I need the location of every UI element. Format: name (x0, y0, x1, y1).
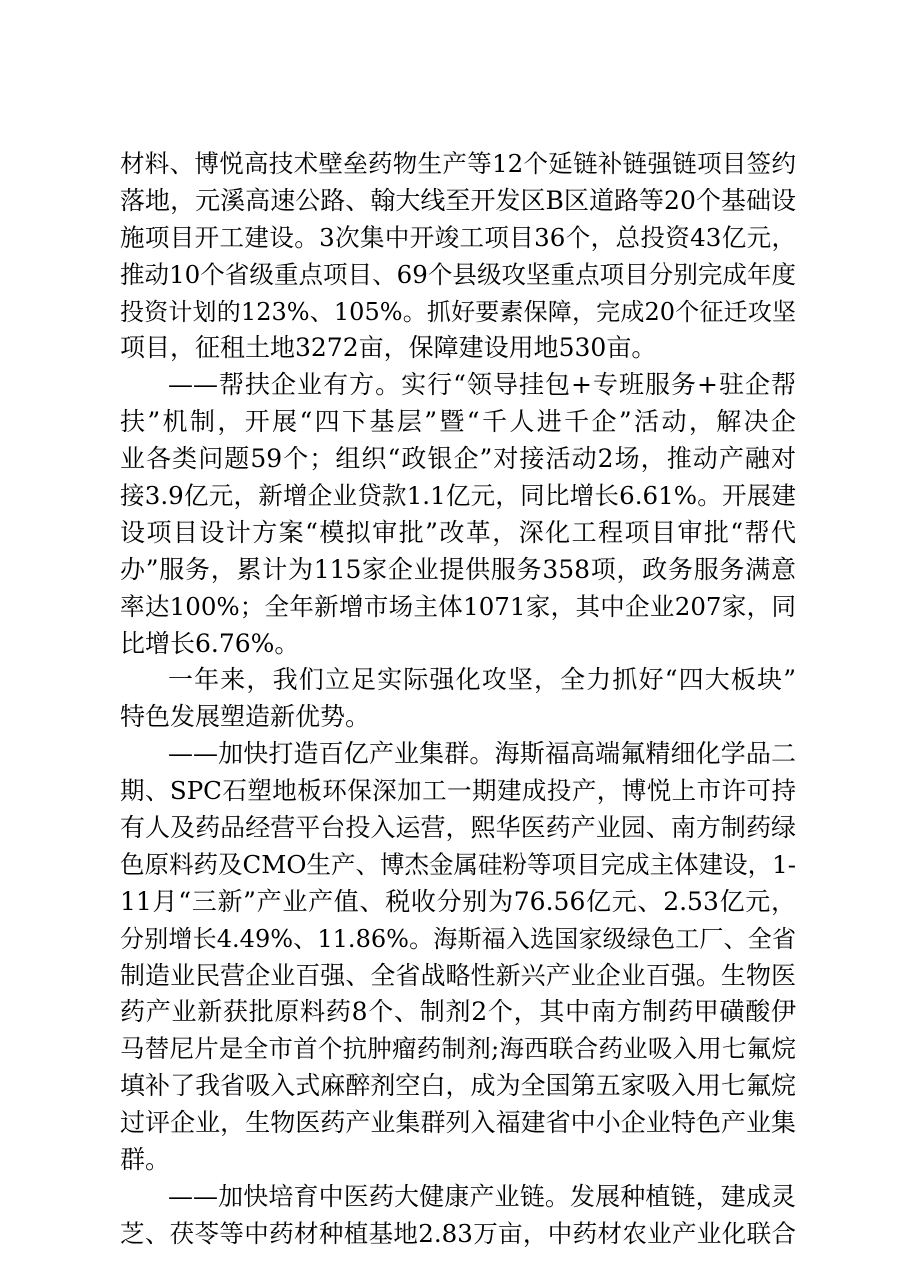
text-line: 办”服务，累计为115家企业提供服务358项，政务服务满意 (120, 554, 796, 584)
text-line: 设项目设计方案“模拟审批”改革，深化工程项目审批“帮代 (120, 517, 796, 547)
text-line: 制造业民营企业百强、全省战略性新兴产业企业百强。生物医 (120, 960, 796, 990)
text-line: 业各类问题59个；组织“政银企”对接活动2场，推动产融对 (120, 444, 796, 474)
text-line: 施项目开工建设。3次集中开竣工项目36个，总投资43亿元， (120, 222, 796, 252)
text-line: 推动10个省级重点项目、69个县级攻坚重点项目分别完成年度 (120, 259, 796, 289)
document-body (120, 146, 796, 1253)
text-line: 有人及药品经营平台投入运营，熙华医药产业园、南方制药绿 (120, 813, 796, 843)
text-line: 接3.9亿元，新增企业贷款1.1亿元，同比增长6.61%。开展建 (120, 481, 796, 511)
text-line: 填补了我省吸入式麻醉剂空白，成为全国第五家吸入用七氟烷 (120, 1071, 796, 1101)
text-line: 扶”机制，开展“四下基层”暨“千人进千企”活动，解决企 (120, 407, 796, 437)
text-line: ——加快打造百亿产业集群。海斯福高端氟精细化学品二 (168, 739, 796, 769)
text-line: 11月“三新”产业产值、税收分别为76.56亿元、2.53亿元， (120, 886, 796, 916)
text-line: 马替尼片是全市首个抗肿瘤药制剂;海西联合药业吸入用七氟烷 (120, 1034, 796, 1064)
text-line: 一年来，我们立足实际强化攻坚，全力抓好“四大板块” (168, 665, 796, 695)
text-line: 材料、博悦高技术壁垒药物生产等12个延链补链强链项目签约 (120, 149, 796, 178)
text-line: 项目，征租土地3272亩，保障建设用地530亩。 (120, 333, 657, 363)
text-line: 比增长6.76%。 (120, 628, 300, 658)
text-line: 芝、茯苓等中药材种植基地2.83万亩，中药材农业产业化联合 (120, 1218, 796, 1248)
text-line: 特色发展塑造新优势。 (120, 702, 371, 732)
text-line: 期、SPC石塑地板环保深加工一期建成投产，博悦上市许可持 (120, 776, 796, 806)
text-line: 药产业新获批原料药8个、制剂2个，其中南方制药甲磺酸伊 (120, 997, 796, 1027)
text-line: 率达100%；全年新增市场主体1071家，其中企业207家，同 (120, 591, 796, 621)
text-line: ——加快培育中医药大健康产业链。发展种植链，建成灵 (168, 1181, 796, 1211)
text-line: 落地，元溪高速公路、翰大线至开发区B区道路等20个基础设 (120, 185, 796, 215)
text-line: 投资计划的123%、105%。抓好要素保障，完成20个征迁攻坚 (120, 297, 796, 326)
text-line: 分别增长4.49%、11.86%。海斯福入选国家级绿色工厂、全省 (120, 924, 796, 953)
text-line: 群。 (120, 1145, 171, 1175)
text-line: 色原料药及CMO生产、博杰金属硅粉等项目完成主体建设，1- (120, 849, 796, 879)
text-line: ——帮扶企业有方。实行“领导挂包+专班服务+驻企帮 (168, 370, 796, 400)
text-line: 过评企业，生物医药产业集群列入福建省中小企业特色产业集 (120, 1108, 796, 1138)
